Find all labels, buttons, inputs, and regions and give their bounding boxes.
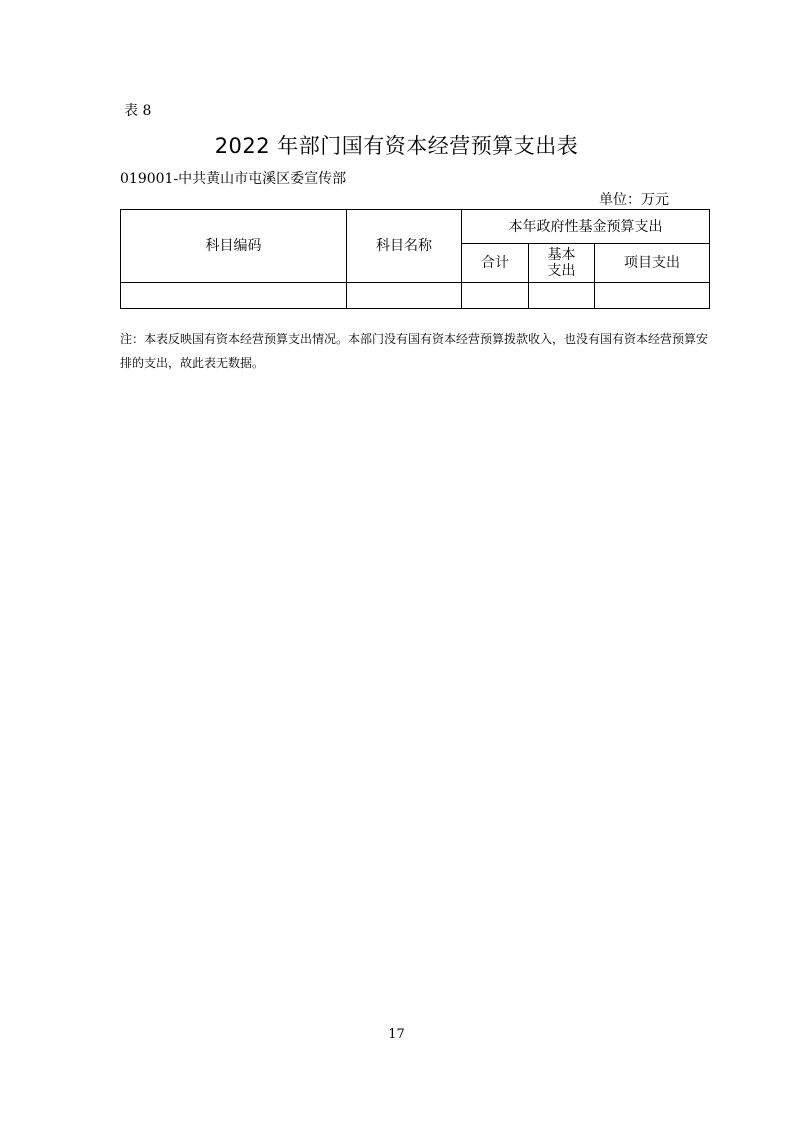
footnote: 注：本表反映国有资本经营预算支出情况。本部门没有国有资本经营预算拨款收入，也没有国有资本经营预算安排的支出，故此表无数据。: [120, 332, 709, 370]
table-row: [121, 283, 710, 309]
department-name: 019001-中共黄山市屯溪区委宣传部: [120, 171, 347, 187]
page-title: 2022 年部门国有资本经营预算支出表: [214, 134, 579, 158]
budget-table: [120, 209, 710, 309]
table-cell: [121, 283, 347, 309]
page-number: 17: [388, 1027, 405, 1042]
header-subject-code: 科目编码: [121, 210, 347, 283]
table-cell: [462, 283, 529, 309]
header-total: 合计: [462, 244, 529, 283]
header-row-1: [121, 210, 710, 244]
table-label: 表 8: [124, 103, 152, 119]
table-cell: [595, 283, 710, 309]
unit-label: 单位：万元: [599, 192, 669, 208]
header-group: 本年政府性基金预算支出: [462, 210, 710, 244]
table-cell: [529, 283, 595, 309]
header-subject-name: 科目名称: [347, 210, 462, 283]
header-basic: [529, 244, 595, 283]
table-cell: [347, 283, 462, 309]
header-project: 项目支出: [595, 244, 710, 283]
header-basic-text: 基本支出: [547, 247, 576, 279]
